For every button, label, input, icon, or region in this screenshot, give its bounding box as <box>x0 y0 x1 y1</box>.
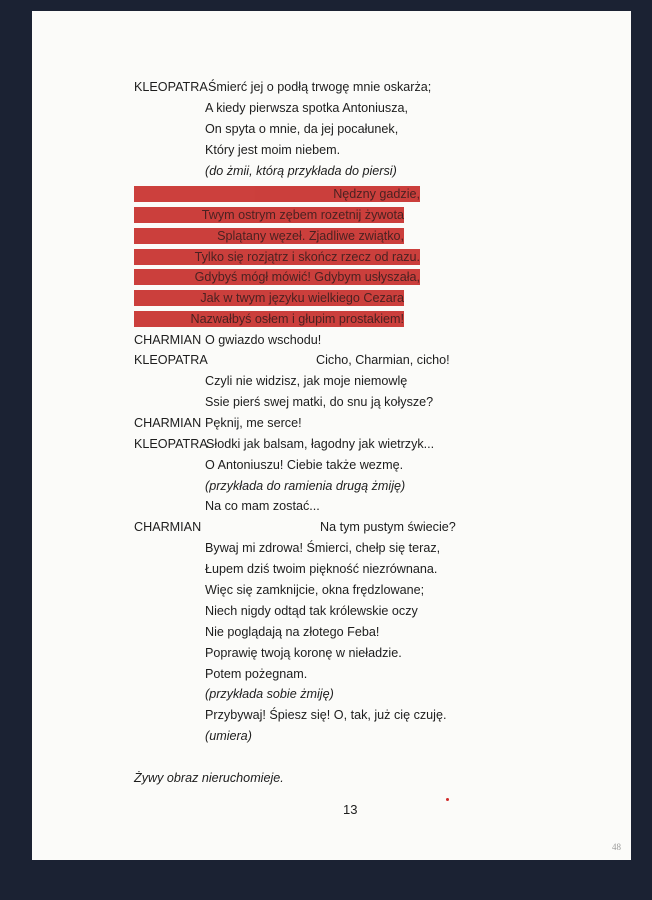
highlighted-verse-line: Jak w twym języku wielkiego Cezara <box>134 290 404 306</box>
speaker-kleopatra: KLEOPATRA <box>134 80 208 94</box>
verse-line: Potem pożegnam. <box>205 667 308 681</box>
verse-line: Śmierć jej o podłą trwogę mnie oskarża; <box>208 80 432 94</box>
verse-line: Nie poglądają na złotego Feba! <box>205 625 380 639</box>
highlighted-verse-line: Nazwałbyś osłem i głupim prostakiem! <box>134 311 404 327</box>
stage-direction: (przykłada sobie żmiję) <box>205 687 334 701</box>
verse-line: O gwiazdo wschodu! <box>205 333 322 347</box>
closing-stage-direction: Żywy obraz nieruchomieje. <box>134 771 284 785</box>
speaker-charmian: CHARMIAN <box>134 416 202 430</box>
verse-line: Ssie pierś swej matki, do snu ją kołysze? <box>205 395 434 409</box>
verse-line: Na tym pustym świecie? <box>320 520 456 534</box>
speaker-kleopatra: KLEOPATRA <box>134 437 208 451</box>
highlighted-verse-line: Nędzny gadzie, <box>134 186 420 202</box>
stage-direction: (przykłada do ramienia drugą żmiję) <box>205 479 406 493</box>
verse-line: On spyta o mnie, da jej pocałunek, <box>205 122 399 136</box>
verse-line: Przybywaj! Śpiesz się! O, tak, już cię czuję. <box>205 708 447 722</box>
verse-line: Cicho, Charmian, cicho! <box>316 353 450 367</box>
highlighted-verse-line: Gdybyś mógł mówić! Gdybym usłyszała, <box>134 269 420 285</box>
verse-line: Łupem dziś twoim piękność niezrównana. <box>205 562 438 576</box>
verse-line: O Antoniuszu! Ciebie także wezmę. <box>205 458 404 472</box>
verse-line: Na co mam zostać... <box>205 499 320 513</box>
stage-direction: (do żmii, którą przykłada do piersi) <box>205 164 397 178</box>
red-mark <box>446 798 449 801</box>
verse-line: Więc się zamknijcie, okna frędzlowane; <box>205 583 425 597</box>
speaker-charmian: CHARMIAN <box>134 333 202 347</box>
highlighted-verse-line: Splątany węzeł. Zjadliwe zwiątko, <box>134 228 404 244</box>
highlighted-verse-line: Twym ostrym zębem rozetnij żywota <box>134 207 404 223</box>
verse-line: Poprawię twoją koronę w nieładzie. <box>205 646 402 660</box>
verse-line: Pęknij, me serce! <box>205 416 302 430</box>
verse-line: Niech nigdy odtąd tak królewskie oczy <box>205 604 418 618</box>
verse-line: Czyli nie widzisz, jak moje niemowlę <box>205 374 408 388</box>
corner-pencil-note: 48 <box>612 842 621 852</box>
stage-direction: (umiera) <box>205 729 252 743</box>
highlighted-verse-line: Tylko się rozjątrz i skończ rzecz od razu. <box>134 249 420 265</box>
verse-line: Który jest moim niebem. <box>205 143 341 157</box>
verse-line: Bywaj mi zdrowa! Śmierci, chełp się teraz, <box>205 541 441 555</box>
verse-line: Słodki jak balsam, łagodny jak wietrzyk... <box>206 437 435 451</box>
speaker-kleopatra: KLEOPATRA <box>134 353 208 367</box>
page-number: 13 <box>343 802 358 817</box>
verse-line: A kiedy pierwsza spotka Antoniusza, <box>205 101 409 115</box>
speaker-charmian: CHARMIAN <box>134 520 202 534</box>
